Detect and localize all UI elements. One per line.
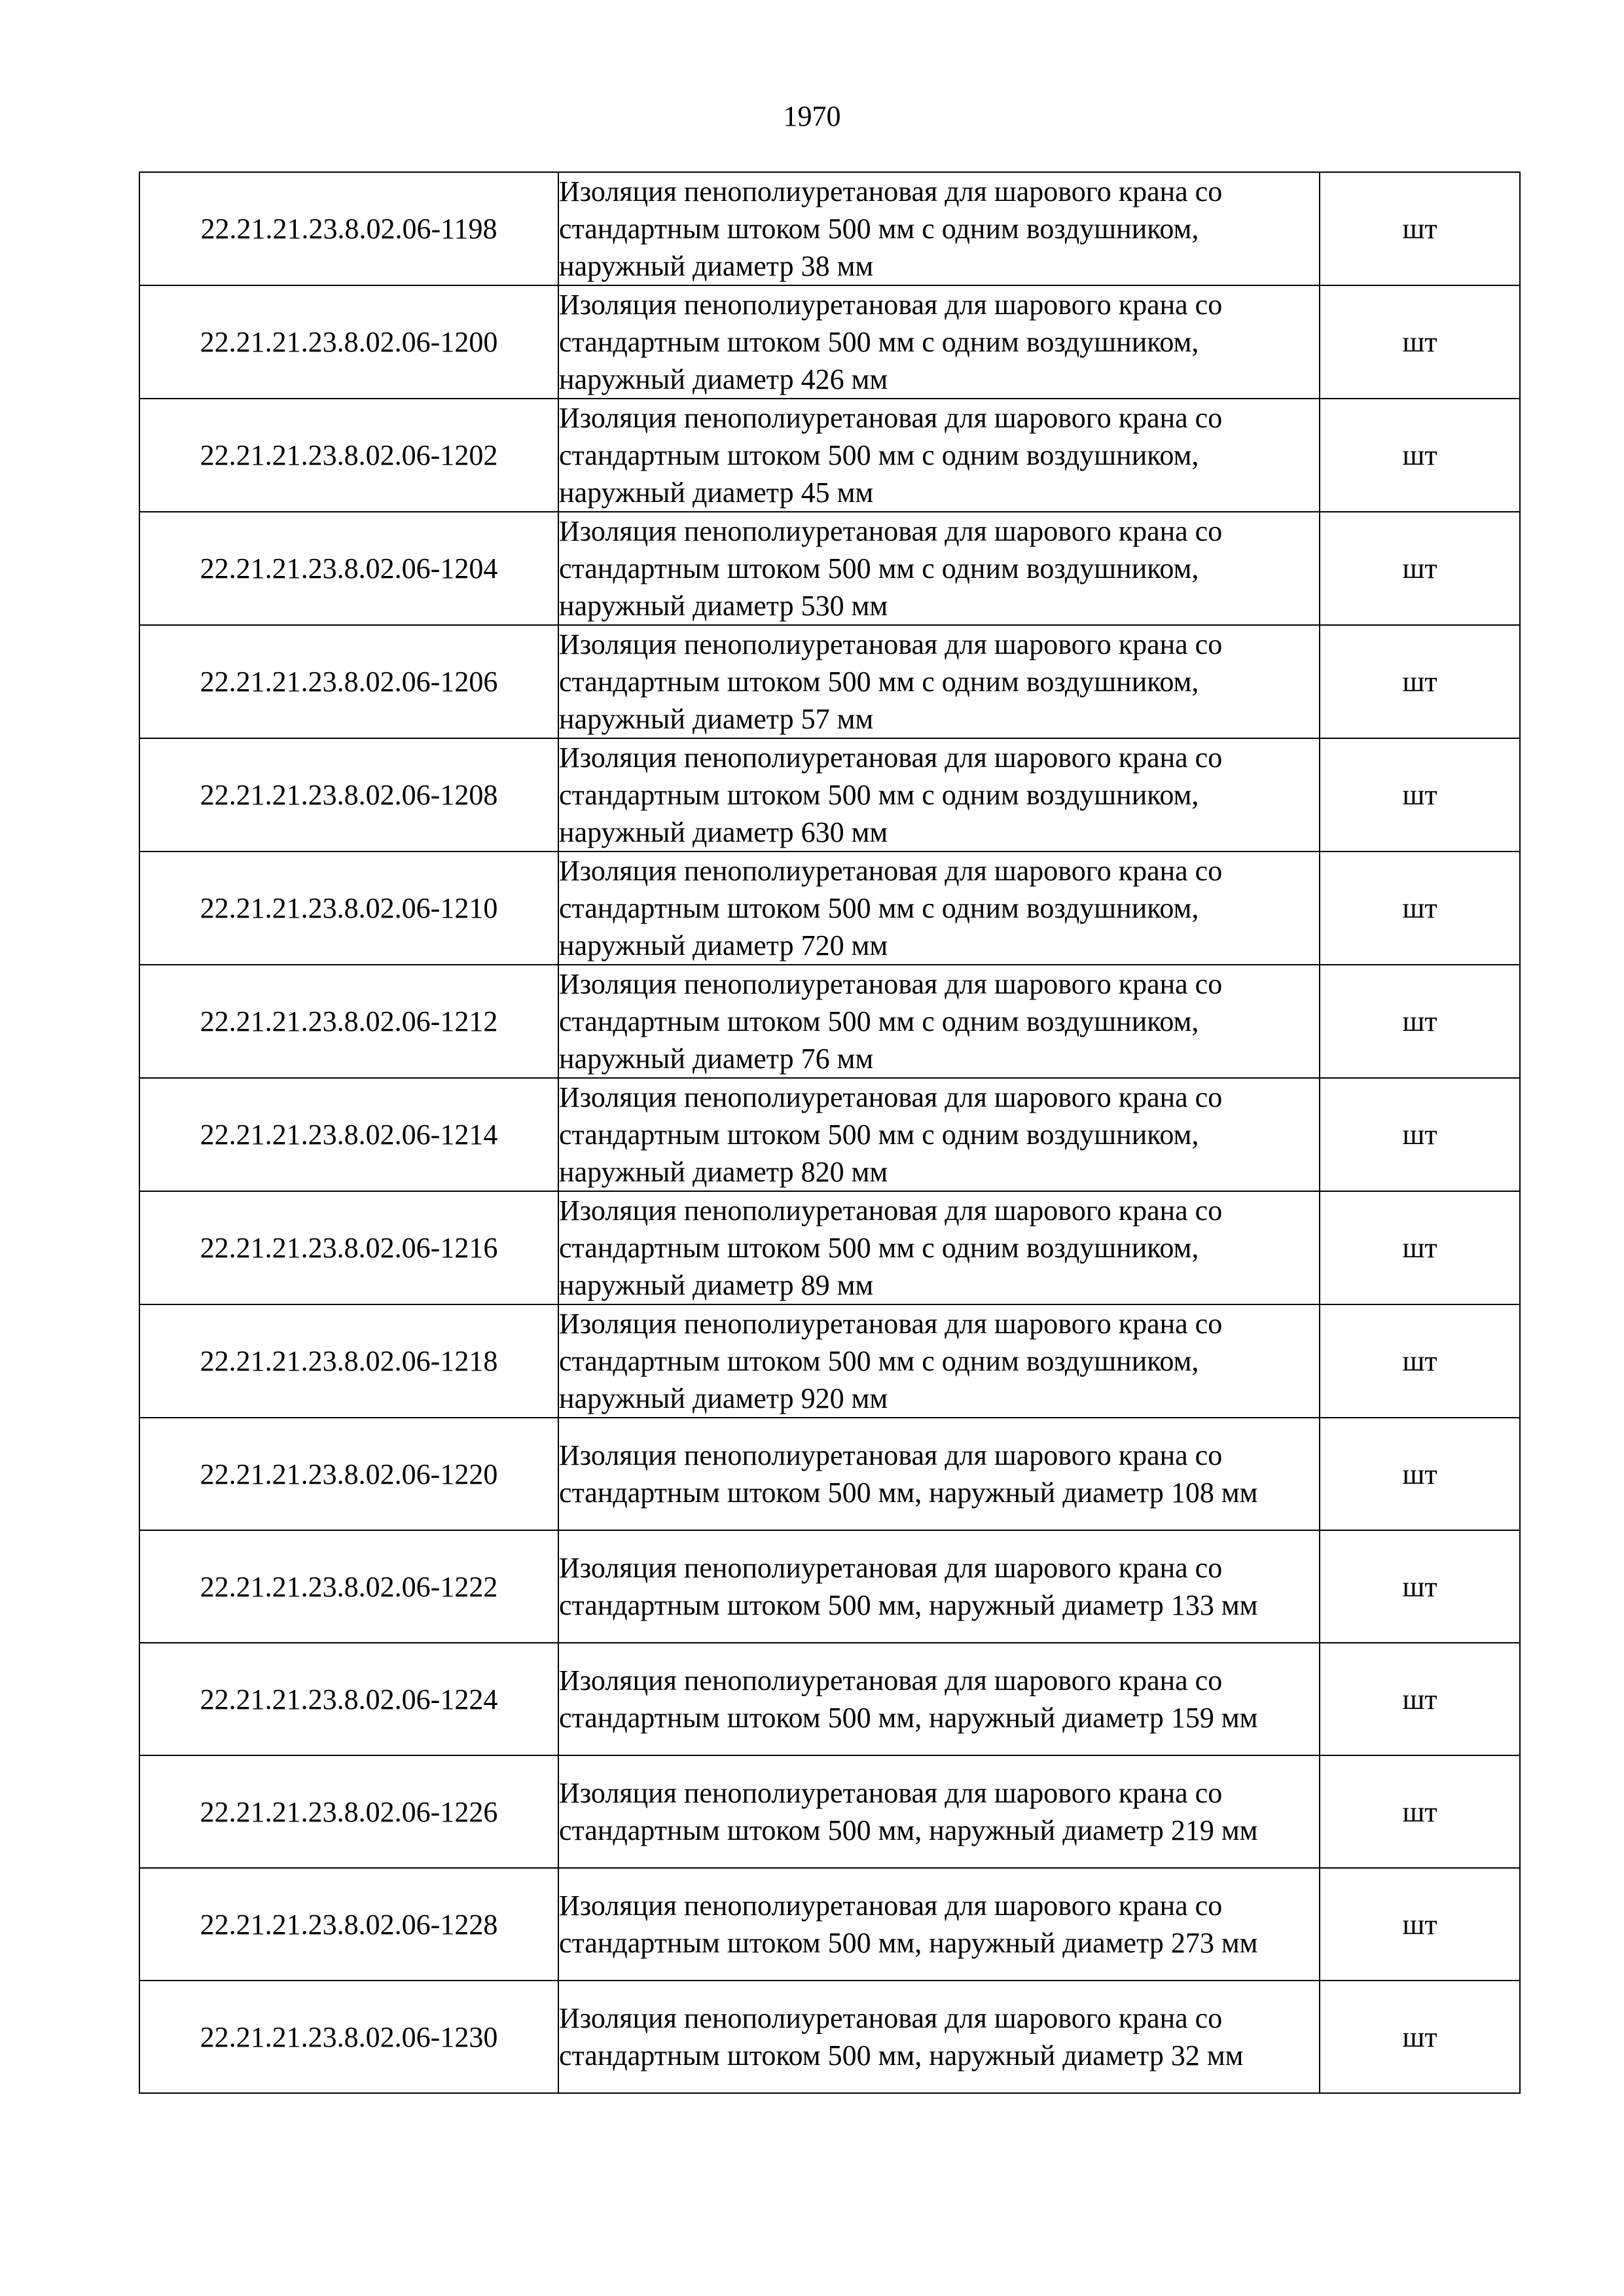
resource-description: Изоляция пенополиуретановая для шарового крана со стандартным штоком 500 мм с одним воздушником, наружный диаметр 720 мм — [558, 852, 1320, 965]
table-row — [139, 1191, 1520, 1304]
table-row — [139, 172, 1520, 285]
table-row — [139, 1643, 1520, 1755]
unit-of-measure: шт — [1320, 285, 1520, 399]
resource-description: Изоляция пенополиуретановая для шарового крана со стандартным штоком 500 мм с одним воздушником, наружный диаметр 45 мм — [558, 399, 1320, 512]
resource-description: Изоляция пенополиуретановая для шарового крана со стандартным штоком 500 мм с одним воздушником, наружный диаметр 76 мм — [558, 965, 1320, 1078]
table-row — [139, 399, 1520, 512]
resource-description: Изоляция пенополиуретановая для шарового крана со стандартным штоком 500 мм с одним воздушником, наружный диаметр 630 мм — [558, 738, 1320, 852]
resource-description: Изоляция пенополиуретановая для шарового крана со стандартным штоком 500 мм с одним воздушником, наружный диаметр 57 мм — [558, 625, 1320, 738]
unit-of-measure: шт — [1320, 1191, 1520, 1304]
unit-of-measure: шт — [1320, 1868, 1520, 1981]
resource-description: Изоляция пенополиуретановая для шарового крана со стандартным штоком 500 мм с одним воздушником, наружный диаметр 89 мм — [558, 1191, 1320, 1304]
resource-description: Изоляция пенополиуретановая для шарового крана со стандартным штоком 500 мм, наружный диаметр 219 мм — [558, 1755, 1320, 1868]
table-row — [139, 512, 1520, 625]
table-row — [139, 1981, 1520, 2093]
unit-of-measure: шт — [1320, 625, 1520, 738]
resource-code: 22.21.21.23.8.02.06-1214 — [139, 1078, 558, 1191]
resource-code: 22.21.21.23.8.02.06-1210 — [139, 852, 558, 965]
resource-code: 22.21.21.23.8.02.06-1200 — [139, 285, 558, 399]
resource-description: Изоляция пенополиуретановая для шарового крана со стандартным штоком 500 мм, наружный диаметр 133 мм — [558, 1530, 1320, 1643]
unit-of-measure: шт — [1320, 852, 1520, 965]
resource-code: 22.21.21.23.8.02.06-1204 — [139, 512, 558, 625]
page-number: 1970 — [783, 100, 841, 132]
table-row — [139, 965, 1520, 1078]
resource-code: 22.21.21.23.8.02.06-1218 — [139, 1304, 558, 1418]
resource-description: Изоляция пенополиуретановая для шарового крана со стандартным штоком 500 мм с одним воздушником, наружный диаметр 820 мм — [558, 1078, 1320, 1191]
unit-of-measure: шт — [1320, 738, 1520, 852]
table-row — [139, 1868, 1520, 1981]
resource-description: Изоляция пенополиуретановая для шарового крана со стандартным штоком 500 мм, наружный диаметр 108 мм — [558, 1418, 1320, 1530]
resource-code: 22.21.21.23.8.02.06-1226 — [139, 1755, 558, 1868]
resource-description: Изоляция пенополиуретановая для шарового крана со стандартным штоком 500 мм с одним воздушником, наружный диаметр 426 мм — [558, 285, 1320, 399]
unit-of-measure: шт — [1320, 1304, 1520, 1418]
table-row — [139, 1078, 1520, 1191]
resource-description: Изоляция пенополиуретановая для шарового крана со стандартным штоком 500 мм, наружный диаметр 273 мм — [558, 1868, 1320, 1981]
unit-of-measure: шт — [1320, 1755, 1520, 1868]
resource-description: Изоляция пенополиуретановая для шарового крана со стандартным штоком 500 мм, наружный диаметр 159 мм — [558, 1643, 1320, 1755]
unit-of-measure: шт — [1320, 172, 1520, 285]
resource-code: 22.21.21.23.8.02.06-1220 — [139, 1418, 558, 1530]
table-row — [139, 1755, 1520, 1868]
table-row — [139, 285, 1520, 399]
resource-code: 22.21.21.23.8.02.06-1208 — [139, 738, 558, 852]
table-row — [139, 738, 1520, 852]
unit-of-measure: шт — [1320, 1643, 1520, 1755]
table-row — [139, 625, 1520, 738]
table-row — [139, 1530, 1520, 1643]
resource-code: 22.21.21.23.8.02.06-1216 — [139, 1191, 558, 1304]
resource-table — [139, 171, 1521, 2094]
resource-description: Изоляция пенополиуретановая для шарового крана со стандартным штоком 500 мм с одним воздушником, наружный диаметр 530 мм — [558, 512, 1320, 625]
unit-of-measure: шт — [1320, 965, 1520, 1078]
resource-code: 22.21.21.23.8.02.06-1206 — [139, 625, 558, 738]
table-row — [139, 852, 1520, 965]
resource-description: Изоляция пенополиуретановая для шарового крана со стандартным штоком 500 мм с одним воздушником, наружный диаметр 920 мм — [558, 1304, 1320, 1418]
unit-of-measure: шт — [1320, 1078, 1520, 1191]
resource-code: 22.21.21.23.8.02.06-1230 — [139, 1981, 558, 2093]
unit-of-measure: шт — [1320, 1418, 1520, 1530]
resource-code: 22.21.21.23.8.02.06-1224 — [139, 1643, 558, 1755]
resource-code: 22.21.21.23.8.02.06-1202 — [139, 399, 558, 512]
resource-code: 22.21.21.23.8.02.06-1212 — [139, 965, 558, 1078]
unit-of-measure: шт — [1320, 399, 1520, 512]
unit-of-measure: шт — [1320, 512, 1520, 625]
table-row — [139, 1304, 1520, 1418]
unit-of-measure: шт — [1320, 1981, 1520, 2093]
resource-code: 22.21.21.23.8.02.06-1198 — [139, 172, 558, 285]
unit-of-measure: шт — [1320, 1530, 1520, 1643]
table-row — [139, 1418, 1520, 1530]
resource-description: Изоляция пенополиуретановая для шарового крана со стандартным штоком 500 мм с одним воздушником, наружный диаметр 38 мм — [558, 172, 1320, 285]
resource-code: 22.21.21.23.8.02.06-1222 — [139, 1530, 558, 1643]
resource-description: Изоляция пенополиуретановая для шарового крана со стандартным штоком 500 мм, наружный диаметр 32 мм — [558, 1981, 1320, 2093]
resource-code: 22.21.21.23.8.02.06-1228 — [139, 1868, 558, 1981]
